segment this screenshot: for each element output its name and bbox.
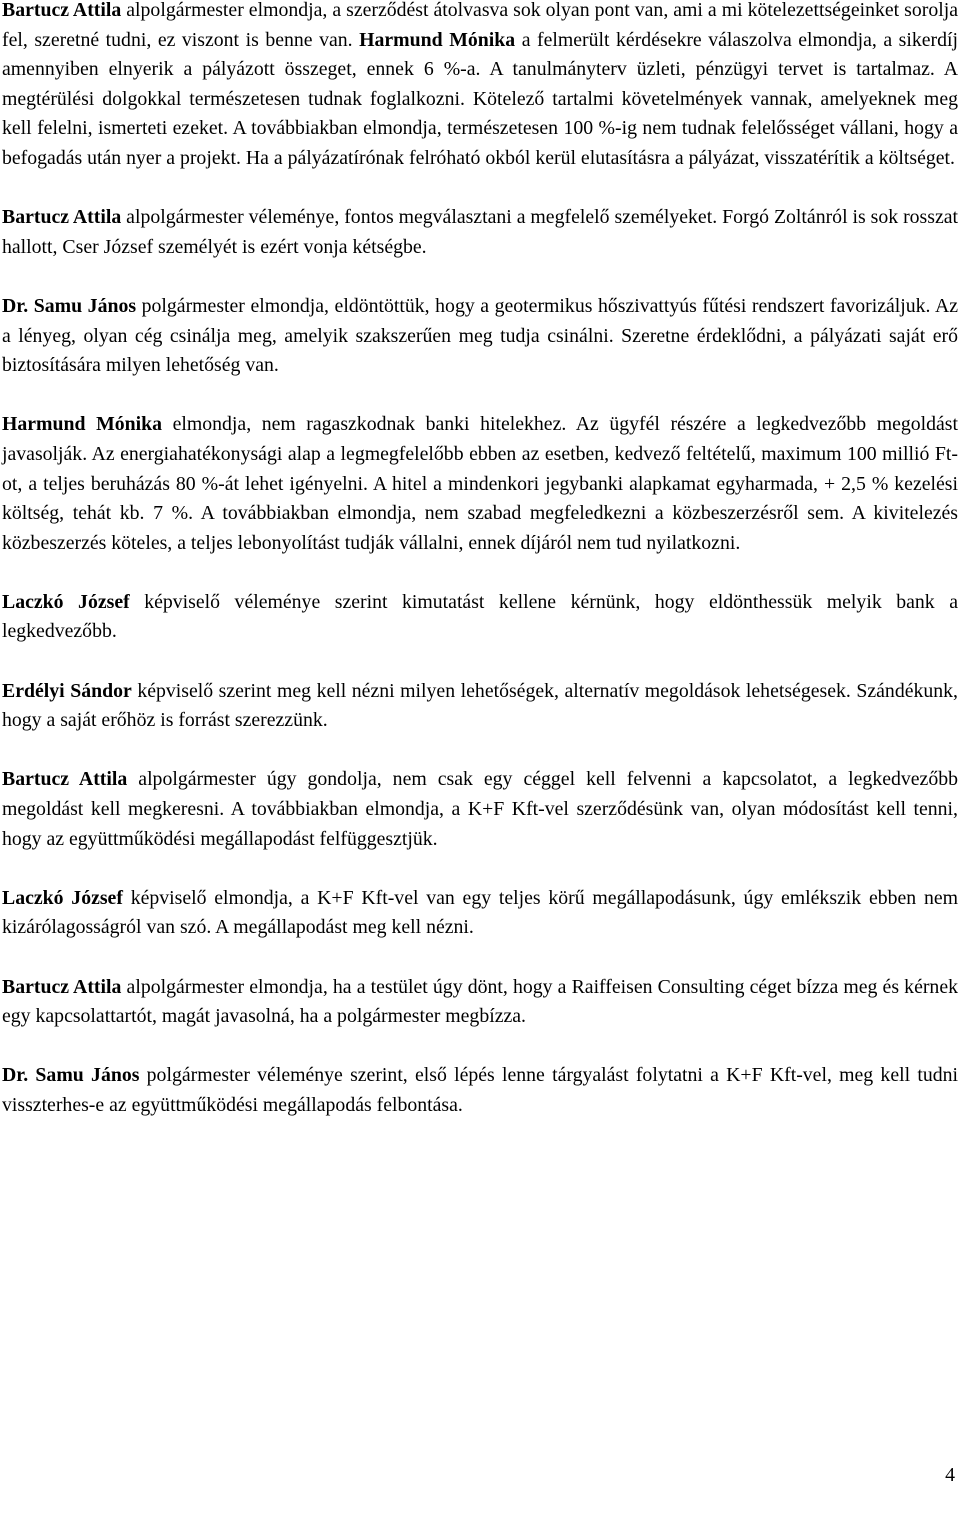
paragraph-text: képviselő szerint meg kell nézni milyen lehetőségek, alternatív megoldások lehetségesek. Szándékunk, hogy a saját erőhöz is forrást szerezzünk. <box>2 679 958 732</box>
paragraph-text: képviselő elmondja, a K+F Kft-vel van egy teljes körű megállapodásunk, úgy emlékszik ebben nem kizárólagosságról van szó. A megállapodást meg kell nézni. <box>2 886 959 939</box>
paragraph-text: alpolgármester véleménye, fontos megválasztani a megfelelő személyeket. Forgó Zoltánról is sok rosszat hallott, Cser József személyét is ezért vonja kétségbe. <box>2 206 959 258</box>
paragraph-text: alpolgármester úgy gondolja, nem csak egy céggel kell felvenni a kapcsolatot, a legkedvezőbb megoldást kell megkeresni. A továbbiakban elmondja, a K+F Kft-vel szerződésünk van, olyan módosítást kell tenni, hogy az együttműködési megállapodást felfüggesztjük. <box>2 768 959 850</box>
paragraph-text: a felmerült kérdésekre válaszolva elmondja, a sikerdíj amennyiben elnyerik a pályázott összeget, ennek 6 %-a. A tanulmányterv üzleti, pénzügyi tervet is tartalmaz. A megtérülési dolgokkal természetesen tudnak foglalkozni. Kötelező tartalmi követelmények vannak, amelyeknek meg kell felelni, ismerteti ezeket. A továbbiakban elmondja, természetesen 100 %-ig nem tudnak felelősséget vállani, hogy a befogadás után nyer a projekt. Ha a pályázatírónak felróható okból kerül elutasításra a pályázat, visszatérítik a költséget. <box>2 28 958 169</box>
page-number: 4 <box>945 1464 955 1486</box>
paragraph <box>2 677 958 736</box>
paragraph <box>2 1061 958 1120</box>
speaker-name: Dr. Samu János <box>2 294 137 317</box>
paragraph-text: polgármester elmondja, eldöntöttük, hogy a geotermikus hőszivattyús fűtési rendszert favorizáljuk. Az a lényeg, olyan cég csinálja meg, amelyik szakszerűen meg tudja csinálni. Szeretne érdeklődni, a pályázati saját erő biztosítására milyen lehetőség van. <box>2 294 959 377</box>
paragraph <box>2 292 958 381</box>
paragraph-text: alpolgármester elmondja, a szerződést átolvasva sok olyan pont van, ami a mi kötelezettségeinket sorolja fel, szeretné tudni, ez viszont is benne van. <box>2 0 958 51</box>
paragraph <box>2 973 958 1032</box>
speaker-name: Laczkó József <box>2 886 123 909</box>
speaker-name: Bartucz Attila <box>2 206 122 229</box>
speaker-name: Laczkó József <box>2 590 130 613</box>
speaker-name: Bartucz Attila <box>2 768 128 791</box>
paragraph-text: Harmund Mónika <box>359 28 516 51</box>
paragraph <box>2 884 958 943</box>
paragraph <box>2 588 958 647</box>
paragraph <box>2 410 958 558</box>
paragraph <box>2 203 958 262</box>
paragraph-text: képviselő véleménye szerint kimutatást kellene kérnünk, hogy eldönthessük melyik bank a legkedvezőbb. <box>2 590 958 643</box>
paragraph <box>2 765 958 854</box>
speaker-name: Bartucz Attila <box>2 975 122 998</box>
speaker-name: Bartucz Attila <box>2 0 122 21</box>
speaker-name: Erdélyi Sándor <box>2 679 132 702</box>
paragraph <box>2 0 958 174</box>
paragraph-text: alpolgármester elmondja, ha a testület úgy dönt, hogy a Raiffeisen Consulting céget bízza meg és kérnek egy kapcsolattartót, magát javasolná, ha a polgármester megbízza. <box>2 975 958 1028</box>
paragraph-text: elmondja, nem ragaszkodnak banki hitelekhez. Az ügyfél részére a legkedvezőbb megoldást javasolják. Az energiahatékonysági alap a legmegfelelőbb ebben az esetben, kedvező feltételű, maximum 100 millió Ft-ot, a teljes beruházás 80 %-át lehet igényelni. A hitel a mindenkori jegybanki alapkamat egyharmada, + 2,5 % kezelési költség, tehát kb. 7 %. A továbbiakban elmondja, nem szabad megfeledkezni a közbeszerzésről sem. A kivitelezés közbeszerzés köteles, a teljes lebonyolítást tudják vállalni, ennek díjáról nem tud nyilatkozni. <box>2 413 959 554</box>
speaker-name: Harmund Mónika <box>2 413 163 436</box>
speaker-name: Dr. Samu János <box>2 1064 140 1087</box>
paragraph-text: polgármester véleménye szerint, első lépés lenne tárgyalást folytatni a K+F Kft-vel, meg kell tudni visszterhes-e az együttműködési megállapodás felbontása. <box>2 1064 958 1116</box>
